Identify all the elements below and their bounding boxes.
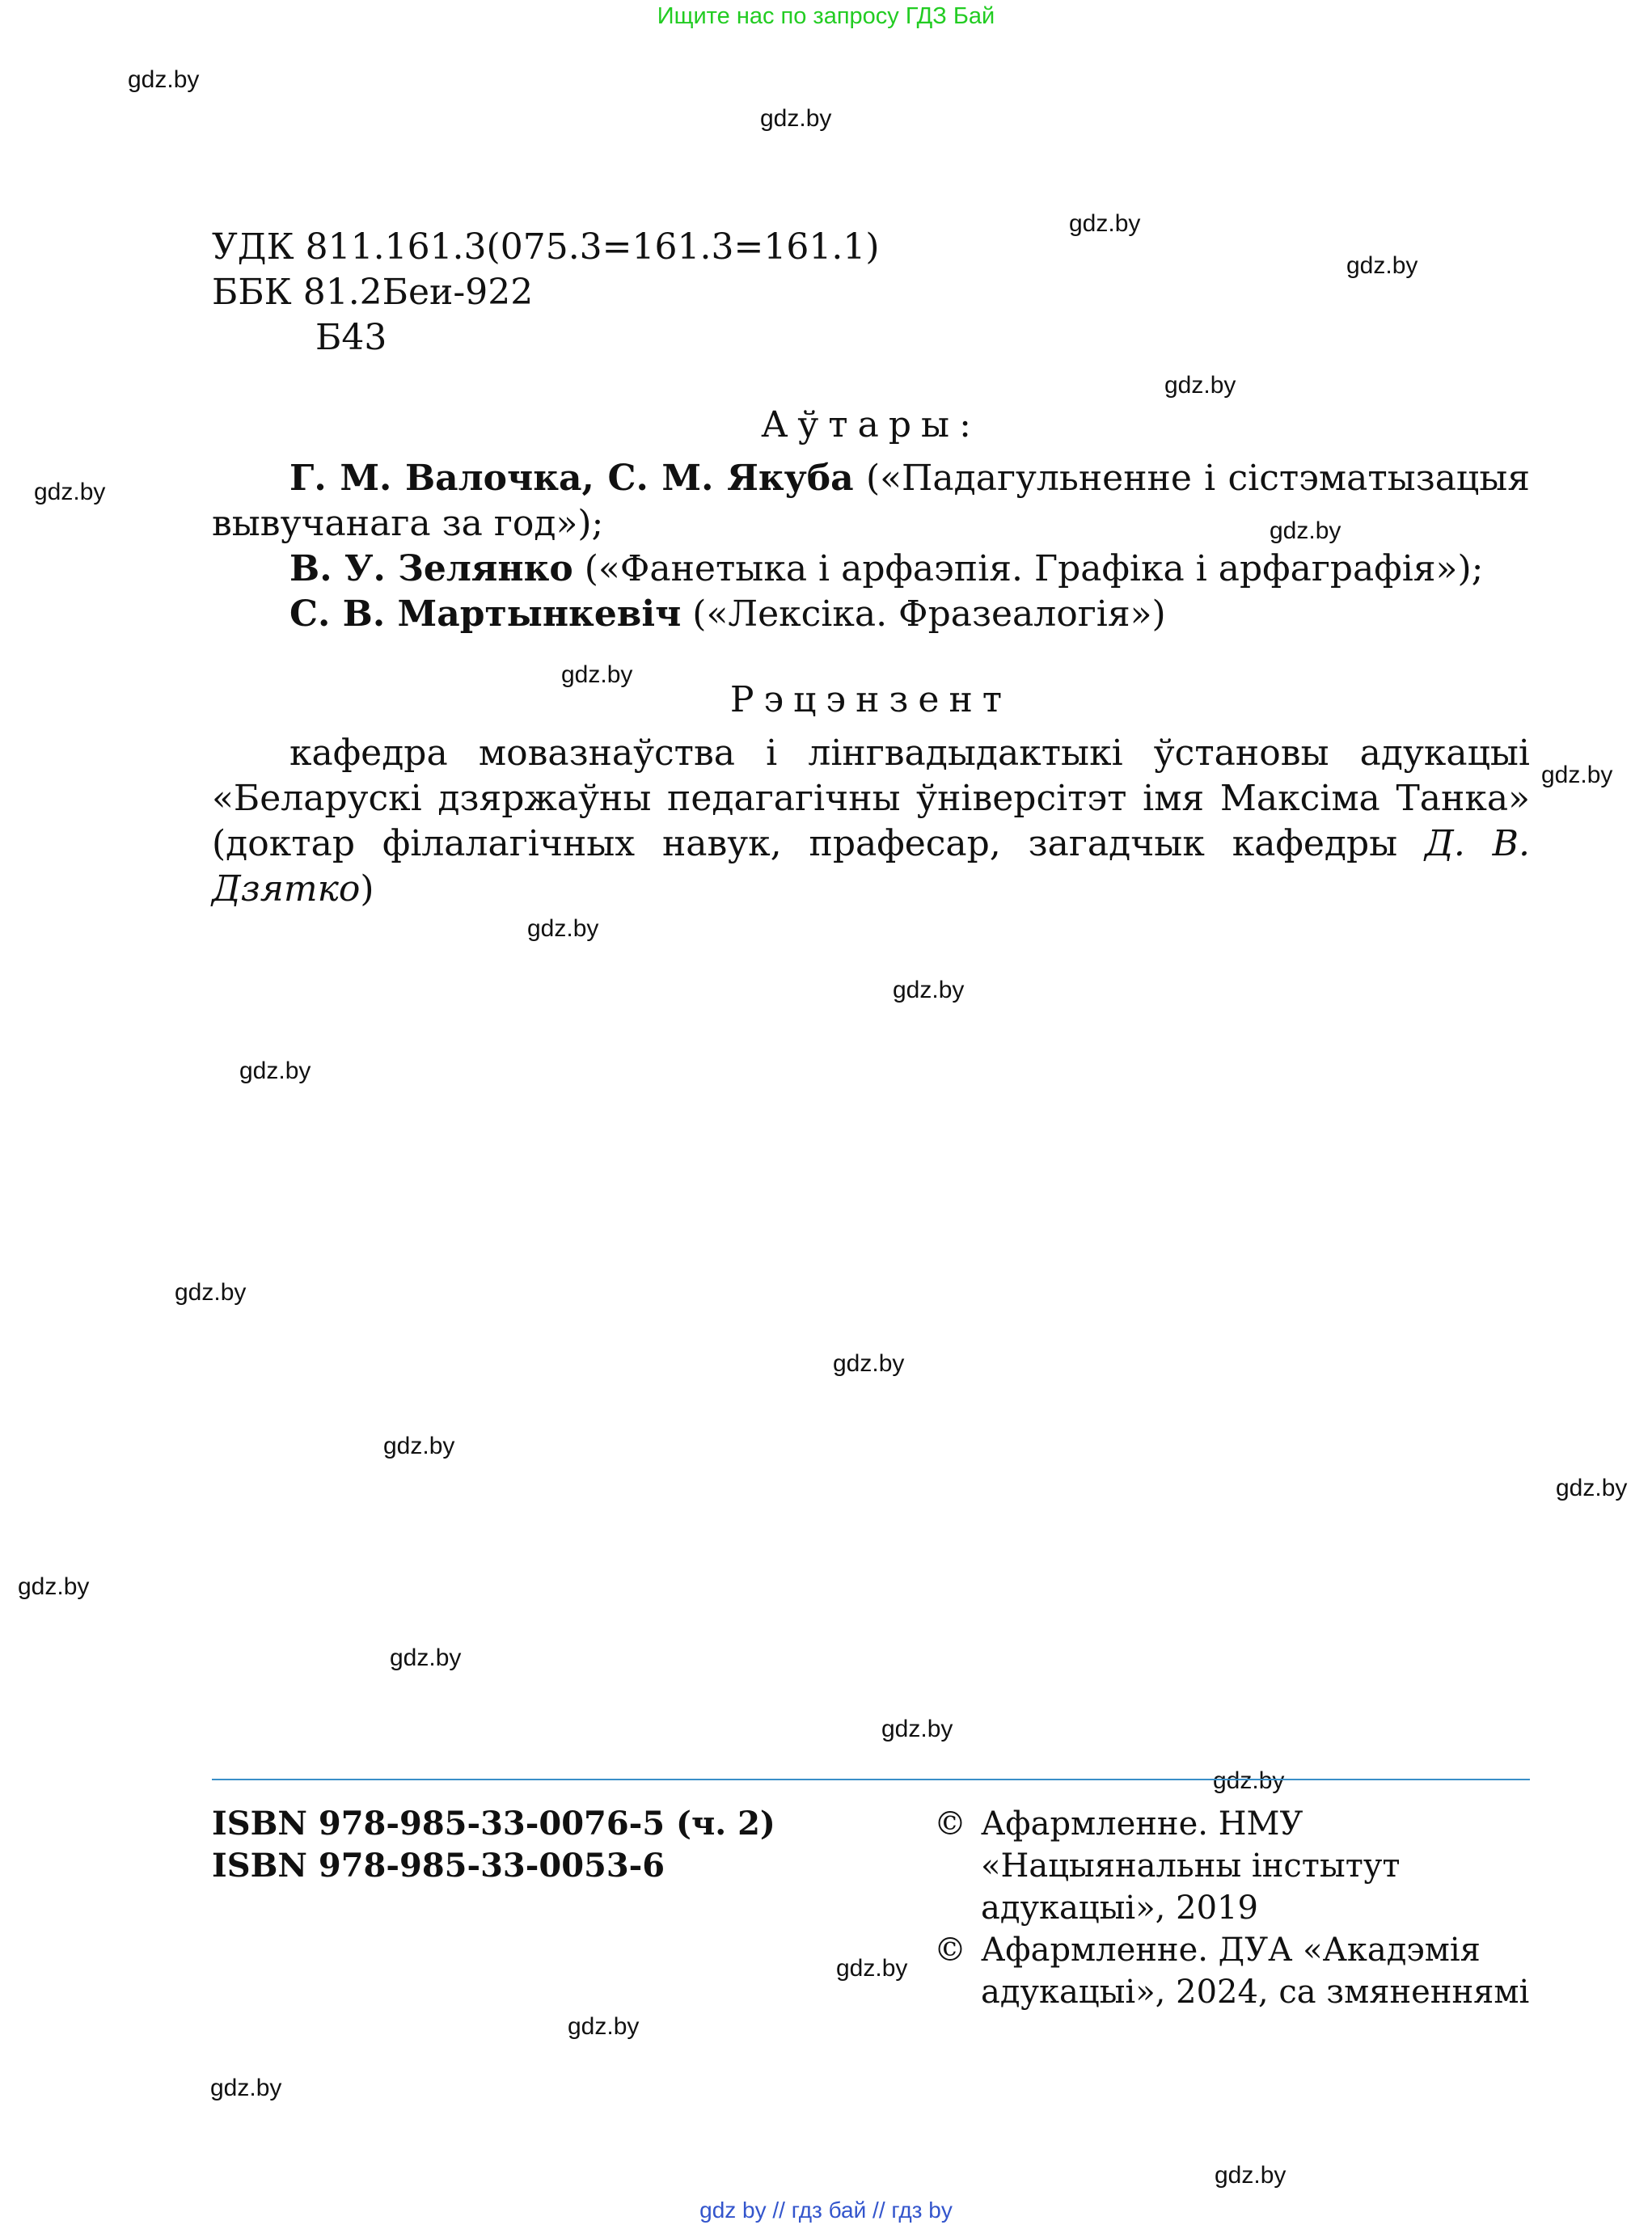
isbn-line: ISBN 978-985-33-0053-6 xyxy=(212,1847,665,1885)
reviewer-text xyxy=(212,731,1530,912)
author-entry-2 xyxy=(212,547,1530,592)
author-work: («Фанетыка і арфаэпія. Графіка і арфаграфія»); xyxy=(572,548,1484,589)
watermark: gdz.by xyxy=(568,2013,640,2040)
divider-line xyxy=(212,1779,1530,1780)
watermark: gdz.by xyxy=(34,479,106,505)
watermark: gdz.by xyxy=(893,977,965,1003)
copyright-symbol: © xyxy=(934,1932,966,1969)
author-work: («Падагульненне і сістэматызацыя вывучанага за год»); xyxy=(212,458,1530,544)
watermark: gdz.by xyxy=(390,1644,462,1671)
watermark: gdz.by xyxy=(239,1058,311,1084)
watermark: gdz.by xyxy=(836,1955,908,1982)
watermark: gdz.by xyxy=(1270,517,1341,544)
watermark: gdz.by xyxy=(527,915,599,942)
author-mark: Б43 xyxy=(315,317,387,358)
watermark: gdz.by xyxy=(1541,762,1613,788)
watermark: gdz.by xyxy=(561,661,633,688)
watermark: gdz.by xyxy=(1556,1475,1628,1501)
author-entry-3 xyxy=(212,592,1530,637)
watermark: gdz.by xyxy=(18,1573,90,1600)
watermark: gdz.by xyxy=(383,1433,455,1459)
author-entry-1 xyxy=(212,456,1530,547)
reviewer-heading: Рэцэнзент xyxy=(729,679,1012,720)
watermark: gdz.by xyxy=(210,2075,282,2101)
reviewer-close: ) xyxy=(360,868,374,910)
watermark: gdz.by xyxy=(760,105,832,132)
copyright-symbol: © xyxy=(934,1805,966,1843)
isbn-line: ISBN 978-985-33-0076-5 (ч. 2) xyxy=(212,1805,775,1843)
author-names: Г. М. Валочка, С. М. Якуба xyxy=(289,458,854,499)
authors-section xyxy=(212,403,1530,637)
reviewer-name: Д. В. Дзятко xyxy=(212,823,1530,910)
reviewer-body: кафедра мовазнаўства і лінгвадыдактыкі ўстановы адукацыі «Беларускі дзяржаўны педагагічны ўніверсітэт імя Максіма Танка» (доктар філалагічных навук, прафесар, загадчык кафедры xyxy=(212,733,1530,864)
authors-heading: Аўтары: xyxy=(761,404,981,445)
copyright-item xyxy=(934,1929,1530,2013)
watermark: gdz.by xyxy=(128,66,200,93)
isbn-block xyxy=(212,1803,775,1887)
author-names: С. В. Мартынкевіч xyxy=(289,593,682,635)
watermark: gdz.by xyxy=(175,1279,247,1306)
top-banner: Ищите нас по запросу ГДЗ Бай xyxy=(657,3,995,29)
udk-line: УДК 811.161.3(075.3=161.3=161.1) xyxy=(212,226,880,268)
copyright-item xyxy=(934,1803,1530,1929)
copyright-text: Афармленне. ДУА «Акадэмія адукацыі», 2024, са змяненнямі xyxy=(981,1932,1530,2011)
bbk-line: ББК 81.2Беи-922 xyxy=(212,272,534,313)
footer-links[interactable]: gdz by // гдз бай // гдз by xyxy=(699,2198,953,2223)
copyright-block xyxy=(934,1803,1530,2013)
copyright-text: Афармленне. НМУ «Нацыянальны інстытут адукацыі», 2019 xyxy=(981,1805,1401,1927)
watermark: gdz.by xyxy=(1164,372,1236,399)
watermark: gdz.by xyxy=(1346,252,1418,279)
author-names: В. У. Зелянко xyxy=(289,548,573,589)
classification-block xyxy=(212,225,1530,361)
watermark: gdz.by xyxy=(1213,1767,1285,1794)
author-work: («Лексіка. Фразеалогія») xyxy=(681,593,1166,635)
watermark: gdz.by xyxy=(881,1716,953,1742)
watermark: gdz.by xyxy=(1215,2162,1287,2189)
watermark: gdz.by xyxy=(833,1350,905,1377)
watermark: gdz.by xyxy=(1069,210,1141,237)
reviewer-section xyxy=(212,678,1530,912)
